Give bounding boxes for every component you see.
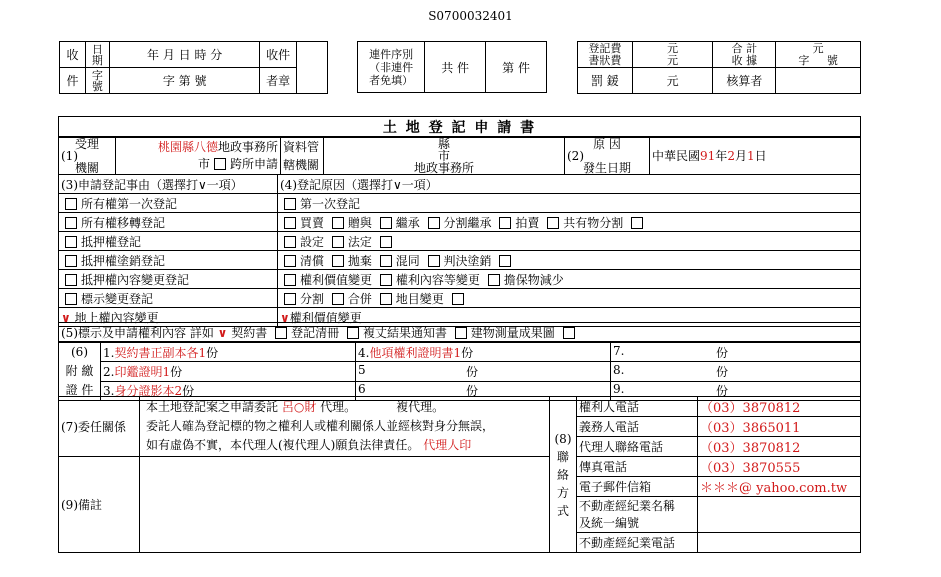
reason-land-category: 地目變更 — [395, 291, 444, 306]
att-fen: 份 — [715, 345, 728, 360]
data-mgmt-label-b: 轄機關 — [283, 157, 320, 172]
datetime-field[interactable] — [109, 42, 260, 68]
sec4-row — [278, 194, 861, 213]
email-rest: @ yahoo.com.tw — [739, 481, 848, 496]
sec5-detail: 詳如 — [189, 325, 214, 340]
contact-value[interactable]: （03）3870812 — [698, 437, 861, 457]
reason-inherit: 繼承 — [395, 215, 420, 230]
sec4-row — [278, 213, 861, 232]
total-count-field[interactable]: 共 件 — [425, 42, 486, 93]
att-fen: 份 — [715, 364, 728, 379]
sec3-checkbox[interactable] — [65, 236, 77, 248]
sec4-checkbox[interactable] — [284, 217, 296, 229]
jian-label: 件 — [60, 68, 86, 94]
sec4-checkbox[interactable] — [284, 255, 296, 267]
sec4-row — [278, 232, 861, 251]
fee-box — [577, 41, 861, 94]
sec5-contract: 契約書 — [231, 325, 268, 340]
date-ri: 日 — [754, 149, 767, 163]
att-fen: 份 — [715, 384, 728, 399]
book-fee-value[interactable]: 元 — [632, 55, 713, 68]
accept-num: (1) — [61, 148, 78, 163]
reason-value-change: 權利價值變更 — [300, 272, 373, 287]
accept-office-cell[interactable] — [116, 137, 281, 175]
reason-merge: 混同 — [395, 253, 420, 268]
sec4-checkbox[interactable] — [332, 255, 344, 267]
sec7-line3: 如有虛偽不實，本代理人(複代理人)願負法律責任。 — [146, 438, 420, 452]
sec7-line1-a: 本土地登記案之申請委託 — [146, 400, 279, 414]
reason-auction: 拍賣 — [515, 215, 540, 230]
attachment-item[interactable] — [611, 343, 861, 362]
sec7-line2: 委託人確為登記標的物之權利人或權利關係人並經核對身分無誤， — [146, 419, 495, 433]
sec3-checkbox[interactable] — [65, 198, 77, 210]
sec7-content[interactable] — [140, 397, 550, 457]
att-count: 2 — [174, 384, 183, 399]
reason-label-a: 原 因 — [593, 136, 621, 151]
sec4-row — [278, 289, 861, 308]
county-office-red: 桃園縣八德 — [157, 139, 218, 154]
sec5-register-list: 登記清冊 — [291, 325, 340, 340]
sec3-item[interactable] — [59, 213, 278, 232]
contact-value[interactable]: （03）3865011 — [698, 417, 861, 437]
contact-label: 不動產經紀業電話 — [577, 533, 698, 553]
county-office-suffix: 地政事務所 — [217, 139, 278, 154]
application-form — [58, 116, 861, 553]
contact-label: 傳真電話 — [577, 457, 698, 477]
sec3-checkbox[interactable] — [65, 293, 77, 305]
sec7-line1-c: 複代理。 — [396, 400, 445, 414]
sec6-table — [58, 342, 861, 401]
sec3-item-label: 所有權移轉登記 — [81, 215, 166, 230]
reason-co-split: 共有物分割 — [563, 215, 624, 230]
att-count: 1 — [198, 345, 207, 360]
sec6-label-a: 附 繳 — [65, 364, 94, 378]
sec4-checkbox[interactable] — [499, 217, 511, 229]
sec6-label-b: 證 件 — [65, 383, 94, 397]
sec7-line1-b: 代理。 — [320, 400, 357, 414]
land-office-label: 地政事務所 — [413, 160, 474, 175]
date-label: 日期 — [85, 42, 109, 68]
att-num: 2. — [103, 364, 115, 379]
checker-value[interactable] — [776, 68, 861, 94]
sec3-item[interactable] — [59, 232, 278, 251]
checkmark-icon[interactable]: ∨ — [280, 310, 290, 325]
sec3-item[interactable] — [59, 289, 278, 308]
broker-phone-value[interactable] — [698, 533, 861, 553]
sec3-item-label: 抵押權塗銷登記 — [81, 253, 166, 268]
sec3-item-label: 地上權內容變更 — [74, 310, 159, 325]
reason-split-inherit: 分割繼承 — [443, 215, 492, 230]
sec4-header: (4)登記原因（選擇打∨一項） — [278, 175, 861, 194]
data-mgmt-label-a: 資料管 — [283, 139, 320, 154]
sec6-label — [59, 343, 101, 401]
date-day: 1 — [746, 149, 755, 163]
sec4-checkbox[interactable] — [380, 255, 392, 267]
att-name: 印鑑證明 — [114, 364, 163, 379]
att-num: 8. — [613, 362, 625, 377]
broker-name-value[interactable] — [698, 497, 861, 533]
sec3-checkbox[interactable] — [65, 274, 77, 286]
reason-label-b: 發生日期 — [582, 160, 631, 175]
sec3-item-label: 抵押權登記 — [81, 234, 142, 249]
shou-label: 收 — [60, 42, 86, 68]
sec4-checkbox[interactable] — [380, 217, 392, 229]
sec789-table — [58, 396, 861, 553]
contact-value[interactable]: （03）3870812 — [698, 397, 861, 417]
attachment-item[interactable] — [356, 362, 611, 381]
att-fen: 份 — [465, 384, 478, 399]
reason-gift: 贈與 — [347, 215, 372, 230]
sec4-checkbox[interactable] — [428, 255, 440, 267]
contact-label: 電子郵件信箱 — [577, 477, 698, 497]
contact-value[interactable]: （03）3870555 — [698, 457, 861, 477]
title-row — [58, 116, 861, 138]
serial-box — [357, 41, 547, 93]
fine-value[interactable]: 元 — [632, 68, 713, 94]
attachment-item[interactable] — [101, 362, 356, 381]
sec8-char: 絡 — [556, 467, 569, 482]
registration-matter-table — [58, 174, 861, 327]
att-name: 身分證影本 — [114, 384, 175, 399]
sec4-checkbox[interactable] — [452, 293, 464, 305]
xian-label: 縣 — [437, 136, 450, 151]
reason-first-reg: 第一次登記 — [300, 196, 361, 211]
sec4-checkbox[interactable] — [284, 236, 296, 248]
sec3-checkbox[interactable] — [65, 255, 77, 267]
receipt-label: 收 據 — [713, 55, 776, 68]
checkmark-icon[interactable]: ∨ — [217, 325, 228, 340]
sec4-checkbox[interactable] — [488, 274, 500, 286]
att-count: 1 — [453, 345, 462, 360]
contact-value[interactable] — [698, 477, 861, 497]
remarks-field[interactable] — [140, 457, 550, 553]
reason-sale: 買賣 — [300, 215, 325, 230]
reason-divide: 分割 — [300, 291, 325, 306]
att-fen: 份 — [206, 345, 219, 360]
order-field[interactable]: 第 件 — [486, 42, 547, 93]
shi2-label: 市 — [437, 148, 450, 163]
reason-date-value[interactable] — [650, 137, 861, 175]
att-num: 5 — [358, 362, 366, 377]
sec4-row — [278, 251, 861, 270]
sec7-label: (7)委任關係 — [59, 397, 140, 457]
data-mgmt-label — [281, 137, 324, 175]
attachment-item[interactable] — [611, 362, 861, 381]
date-yue: 月 — [734, 149, 747, 163]
reason-value-change-checked: 權利價值變更 — [289, 310, 362, 325]
receipt-box — [59, 41, 328, 94]
receipt-value[interactable] — [776, 55, 861, 68]
att-name: 他項權利證明書 — [369, 345, 454, 360]
reason-date-label — [565, 137, 650, 175]
sec4-checkbox[interactable] — [428, 217, 440, 229]
receiver-seal-cell[interactable] — [296, 42, 327, 94]
zihao-text: 字 第 號 — [162, 74, 207, 88]
reason-court-cancel: 判決塗銷 — [443, 253, 492, 268]
contact-label: 代理人聯絡電話 — [577, 437, 698, 457]
data-mgmt-office[interactable] — [324, 137, 565, 175]
sec6-num: (6) — [71, 345, 88, 359]
sec4-row — [278, 270, 861, 289]
reason-abandon: 拋棄 — [347, 253, 372, 268]
date-nian: 年 — [715, 149, 728, 163]
agent-name: 呂○財 — [281, 400, 317, 414]
document-id: S0700032401 — [428, 9, 513, 23]
sec3-item-label: 抵押權內容變更登記 — [81, 272, 190, 287]
sec5-building-survey: 建物測量成果圖 — [470, 325, 555, 340]
att-fen: 份 — [465, 364, 478, 379]
sec4-checkbox[interactable] — [380, 236, 392, 248]
sec3-item-label: 所有權第一次登記 — [81, 196, 178, 211]
sec3-item[interactable] — [59, 251, 278, 270]
total-value[interactable]: 元 — [776, 42, 861, 55]
zi-text: 字 — [798, 54, 810, 68]
datetime-text: 年 月 日 時 分 — [147, 48, 223, 62]
sec5-label: (5)標示及申請權利內容 — [61, 325, 186, 340]
att-fen: 份 — [182, 384, 195, 399]
fine-label: 罰 鍰 — [578, 68, 633, 94]
zihao-label: 字號 — [85, 68, 109, 94]
att-num: 1. — [103, 345, 115, 360]
att-num: 6 — [358, 382, 366, 397]
sec9-label: (9)備註 — [59, 457, 140, 553]
reg-fee-label: 登記費 — [578, 42, 633, 55]
reason-collateral-reduce: 擔保物減少 — [503, 272, 564, 287]
serial-label-3: 者免填） — [369, 73, 414, 87]
sec5-row — [59, 323, 861, 342]
cross-apply-checkbox[interactable] — [214, 158, 226, 170]
checkmark-icon[interactable]: ∨ — [61, 310, 71, 325]
sec4-checkbox[interactable] — [499, 255, 511, 267]
sec5-checkbox[interactable] — [563, 327, 575, 339]
date-year: 91 — [700, 149, 716, 163]
sec4-checkbox[interactable] — [284, 293, 296, 305]
sec5-survey-notice: 複丈結果通知書 — [362, 325, 447, 340]
att-fen: 份 — [170, 364, 183, 379]
sec8-char: 方 — [556, 485, 569, 500]
date-prefix: 中華民國 — [652, 149, 701, 163]
contact-label — [577, 497, 698, 533]
att-num: 7. — [613, 343, 625, 358]
zihao-field[interactable] — [109, 68, 260, 94]
att-num: 9. — [613, 382, 625, 397]
sec8-char: 聯 — [556, 449, 569, 464]
sec5-checkbox[interactable] — [275, 327, 287, 339]
email-stars: ＊＊＊ — [700, 481, 740, 496]
sec4-checkbox[interactable] — [380, 274, 392, 286]
sec4-checkbox[interactable] — [332, 236, 344, 248]
sec3-item[interactable] — [59, 270, 278, 289]
reason-repay: 清償 — [300, 253, 325, 268]
sec4-checkbox[interactable] — [380, 293, 392, 305]
date-month: 2 — [727, 149, 735, 163]
sec4-checkbox[interactable] — [332, 217, 344, 229]
contact-label: 權利人電話 — [577, 397, 698, 417]
contact-label: 義務人電話 — [577, 417, 698, 437]
checker-label: 核算者 — [713, 68, 776, 94]
serial-label-2: （非連件 — [369, 60, 414, 74]
office-row — [58, 136, 861, 175]
sec5-checkbox[interactable] — [347, 327, 359, 339]
accept-label-a: 受理 — [74, 136, 99, 151]
reg-fee-value[interactable]: 元 — [632, 42, 713, 55]
sec4-checkbox[interactable] — [332, 293, 344, 305]
broker-name-label-a: 不動產經紀業名稱 — [579, 498, 676, 513]
accept-label — [59, 137, 116, 175]
att-count: 1 — [162, 364, 171, 379]
att-name: 契約書正副本各 — [114, 345, 199, 360]
sec4-checkbox[interactable] — [284, 274, 296, 286]
receiver-label-a: 收件 — [260, 42, 296, 68]
book-fee-label: 書狀費 — [578, 55, 633, 68]
reason-setup: 設定 — [300, 234, 325, 249]
sec8-char: 式 — [556, 503, 569, 518]
reason-content-change: 權利內容等變更 — [395, 272, 480, 287]
sec4-checkbox[interactable] — [547, 217, 559, 229]
att-num: 3. — [103, 384, 115, 399]
city-label: 市 — [197, 156, 210, 171]
reason-combine: 合併 — [347, 291, 372, 306]
attachment-item[interactable] — [356, 343, 611, 362]
total-label: 合 計 — [713, 42, 776, 55]
sec4-checkbox[interactable] — [284, 198, 296, 210]
attachment-item[interactable] — [101, 343, 356, 362]
receiver-label-b: 者章 — [260, 68, 296, 94]
sec3-item-label: 標示變更登記 — [81, 291, 154, 306]
broker-name-label-b: 及統一編號 — [579, 515, 640, 530]
sec5-checkbox[interactable] — [455, 327, 467, 339]
att-fen: 份 — [461, 345, 474, 360]
reason-num: (2) — [567, 148, 584, 163]
cross-apply-label: 跨所申請 — [229, 156, 278, 171]
sec5-table — [58, 322, 861, 342]
sec8-num: (8) — [554, 431, 572, 446]
sec3-header: (3)申請登記事由（選擇打∨一項） — [59, 175, 278, 194]
accept-label-b: 機關 — [74, 160, 99, 175]
att-num: 4. — [358, 345, 370, 360]
sec3-item[interactable] — [59, 194, 278, 213]
serial-label — [358, 42, 425, 93]
reason-legal: 法定 — [347, 234, 372, 249]
form-title: 土 地 登 記 申 請 書 — [59, 117, 861, 138]
serial-label-1: 連件序別 — [369, 47, 414, 61]
sec3-checkbox[interactable] — [65, 217, 77, 229]
sec8-label — [550, 397, 577, 553]
hao-text: 號 — [826, 54, 838, 68]
agent-seal: 代理人印 — [423, 438, 472, 452]
sec4-checkbox[interactable] — [631, 217, 643, 229]
